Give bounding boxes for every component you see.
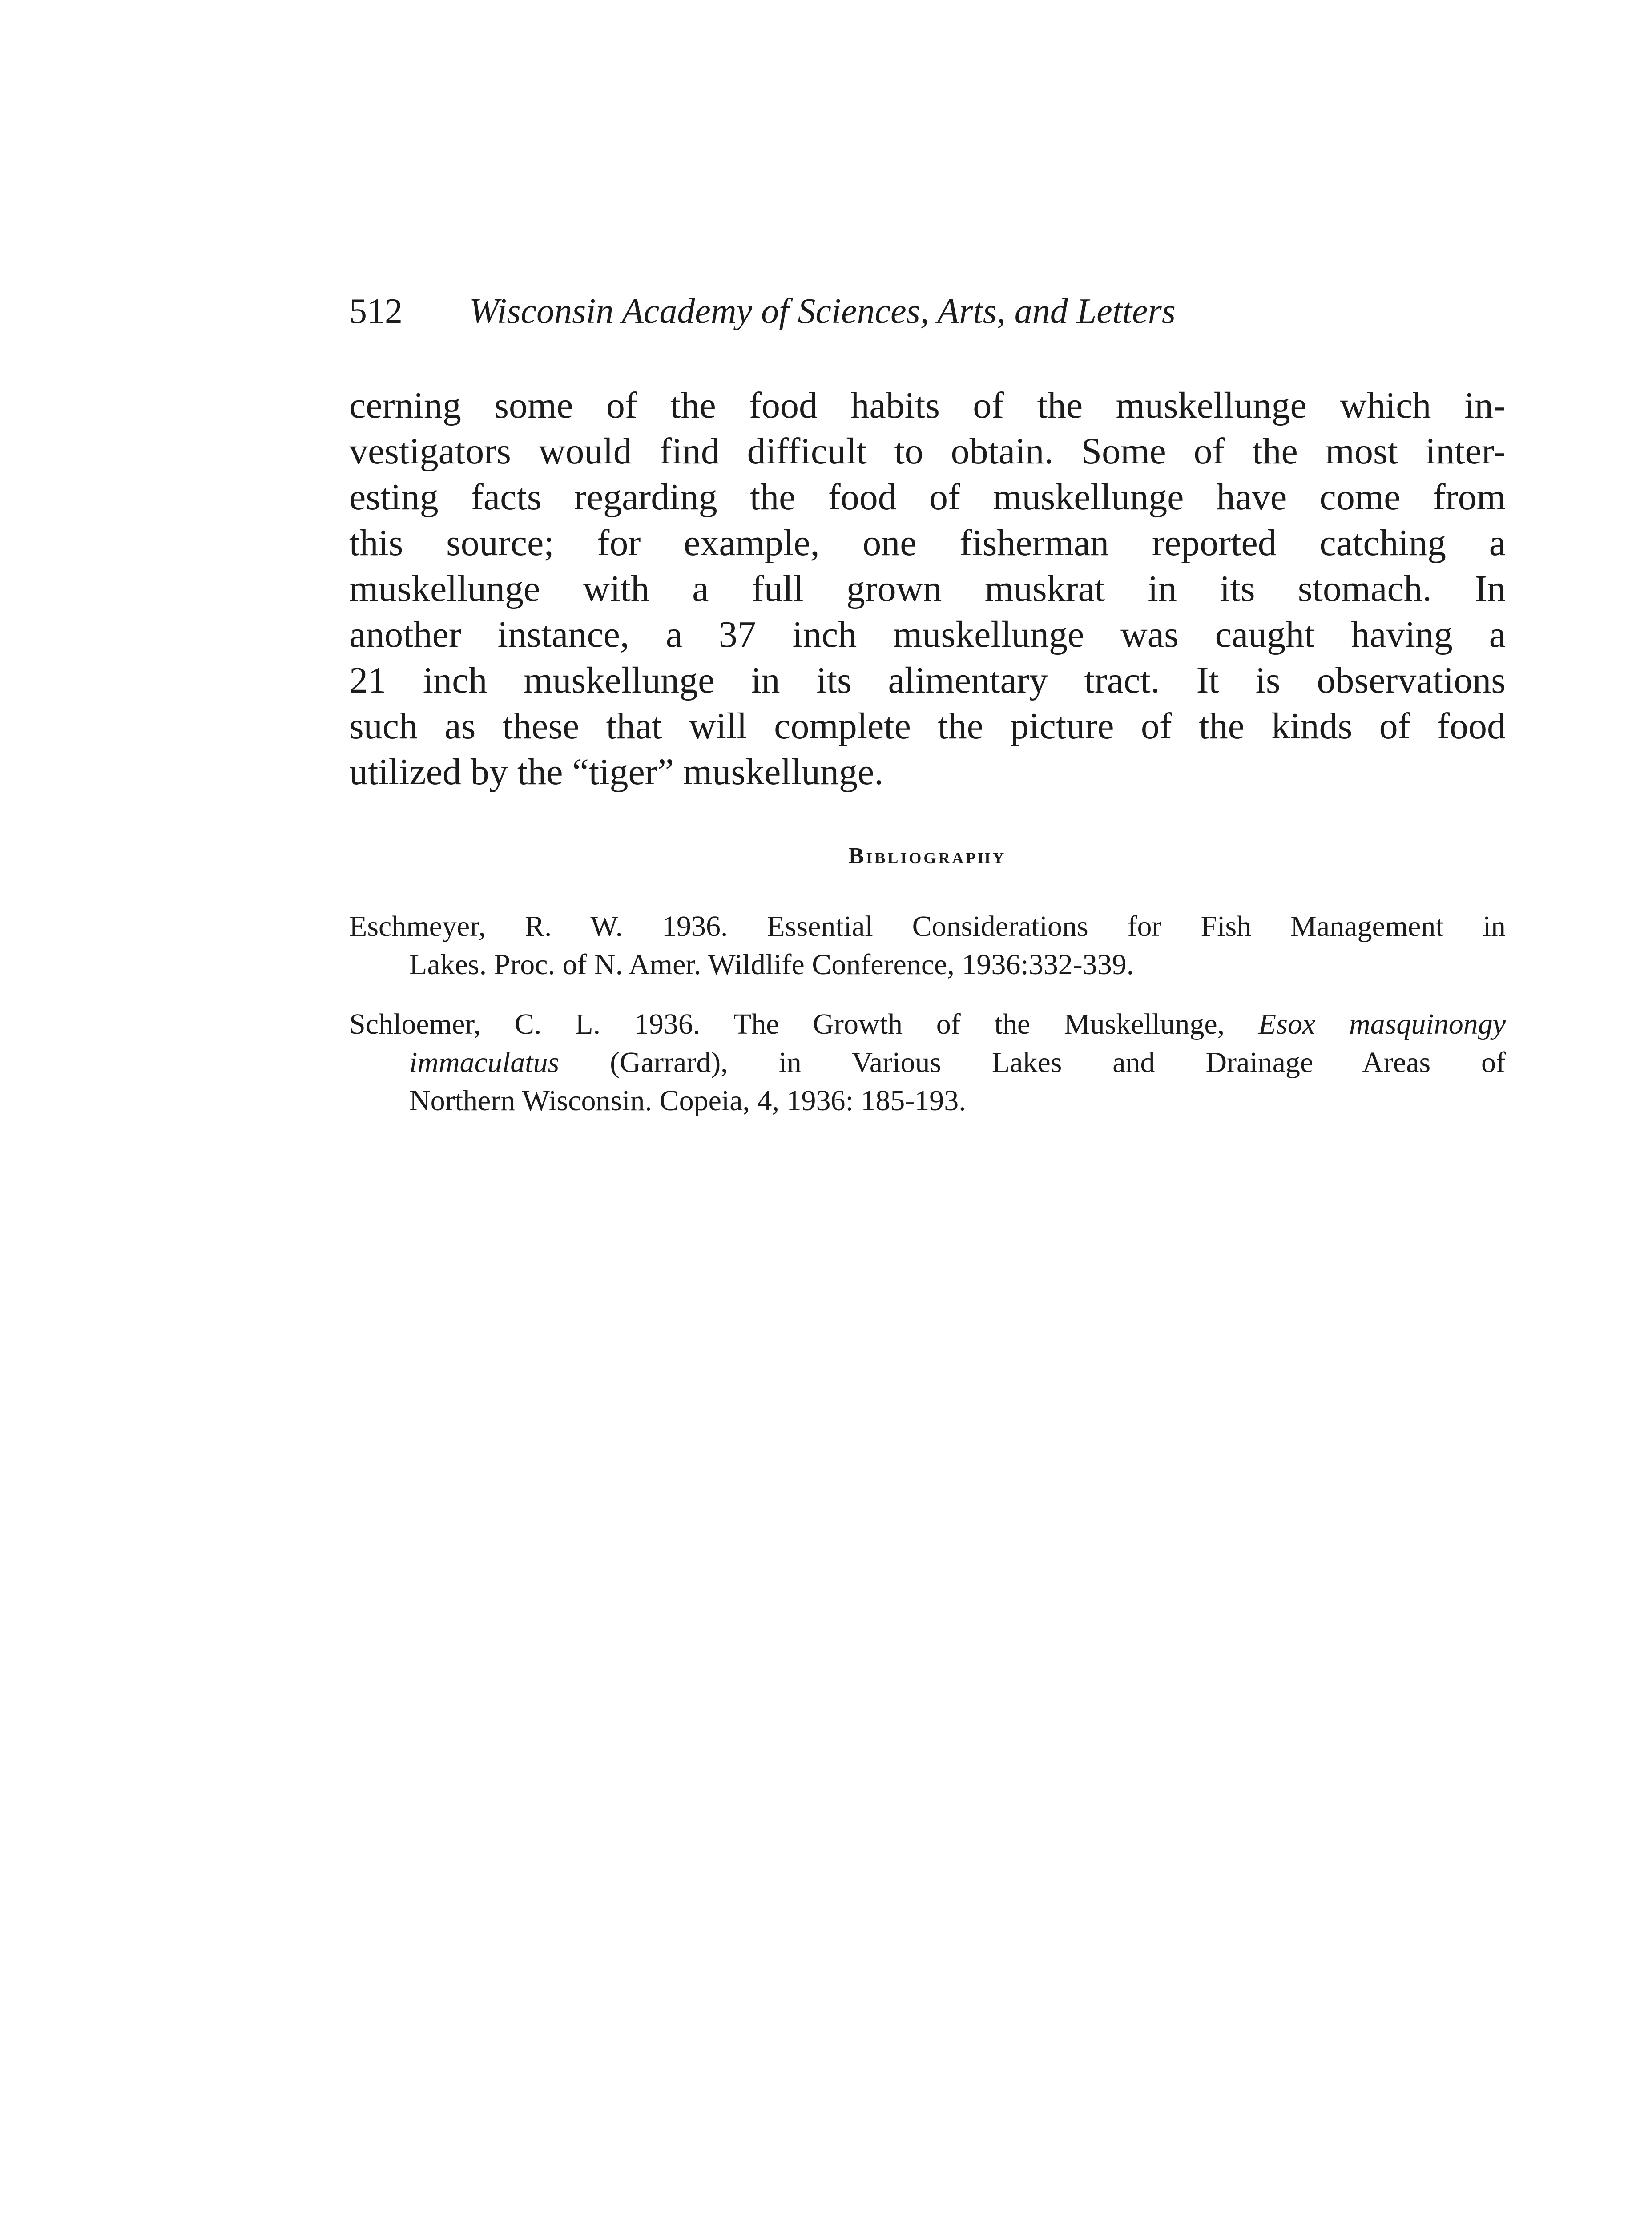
bibliography-entry <box>349 1005 1506 1120</box>
bibliography-entry-line: Lakes. Proc. of N. Amer. Wildlife Conference, 1936:332-339. <box>409 948 1134 981</box>
body-line: 21 inch muskellunge in its alimentary tract. It is observations <box>349 660 1506 701</box>
body-line: vestigators would find difficult to obtain. Some of the most inter- <box>349 431 1506 472</box>
species-name: immaculatus <box>409 1046 560 1079</box>
bibliography-entry-line: Eschmeyer, R. W. 1936. Essential Considerations for Fish Management in <box>349 910 1506 943</box>
citation-text: (Garrard), in Various Lakes and Drainage Areas of <box>559 1046 1506 1079</box>
body-line: this source; for example, one fisherman reported catching a <box>349 522 1506 564</box>
body-paragraph <box>349 383 1506 795</box>
journal-title: Wisconsin Academy of Sciences, Arts, and Letters <box>469 292 1176 331</box>
body-line: esting facts regarding the food of muskellunge have come from <box>349 476 1506 518</box>
bibliography-heading: Bibliography <box>848 843 1007 869</box>
body-line: such as these that will complete the picture of the kinds of food <box>349 705 1506 747</box>
bibliography-entry-line <box>349 1005 1506 1044</box>
body-line: utilized by the “tiger” muskellunge. <box>349 751 884 793</box>
citation-text: Schloemer, C. L. 1936. The Growth of the Muskellunge, <box>349 1008 1258 1040</box>
running-head <box>349 285 1394 338</box>
body-line: another instance, a 37 inch muskellunge was caught having a <box>349 614 1506 655</box>
bibliography-entry-line: Northern Wisconsin. Copeia, 4, 1936: 185-193. <box>409 1084 966 1117</box>
page-number: 512 <box>349 292 403 331</box>
bibliography-entry <box>349 907 1506 984</box>
body-line: cerning some of the food habits of the muskellunge which in- <box>349 385 1506 426</box>
bibliography-entry-line <box>349 1044 1506 1082</box>
species-name: Esox masquinongy <box>1258 1008 1506 1040</box>
body-line: muskellunge with a full grown muskrat in its stomach. In <box>349 568 1506 609</box>
